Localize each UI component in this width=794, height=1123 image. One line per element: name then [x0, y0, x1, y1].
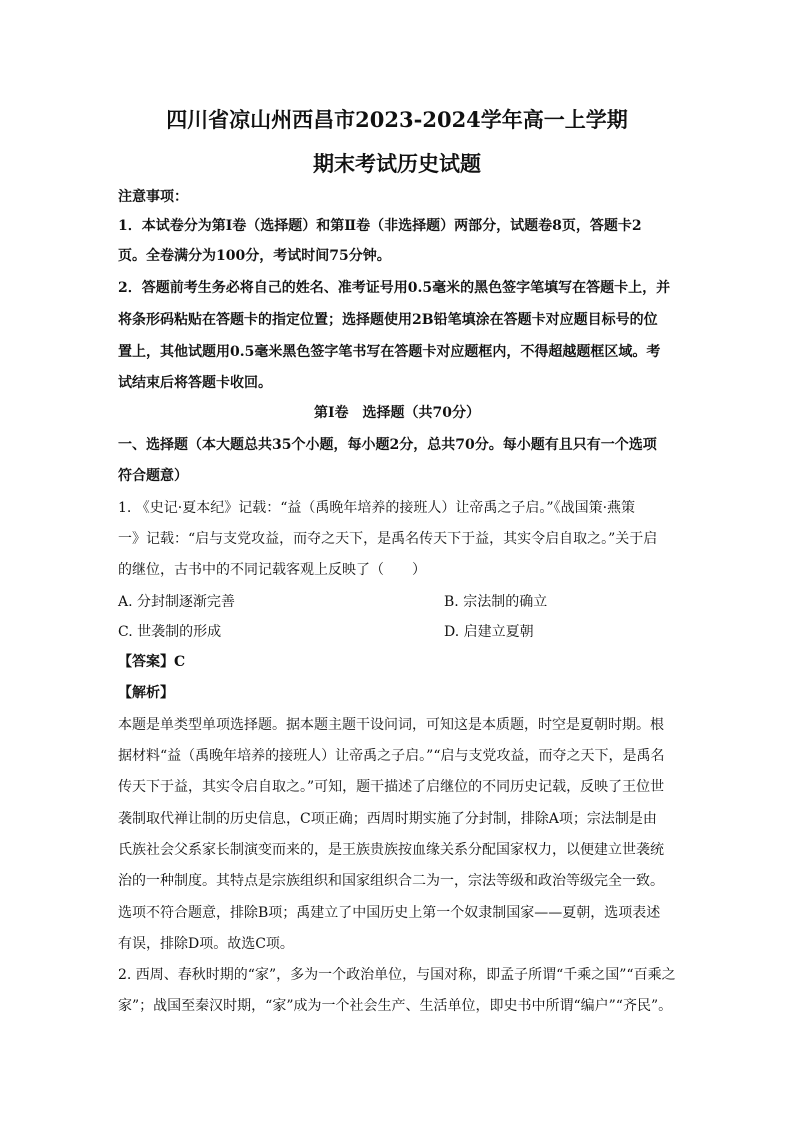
q1-option-b: B. 宗法制的确立: [444, 594, 548, 610]
q1-option-a: A. 分封制逐渐完善: [118, 594, 236, 610]
q1-analysis-line: 氏族社会父系家长制演变而来的，是王族贵族按血缘关系分配国家权力，以便建立世袭统: [118, 842, 664, 858]
q1-analysis-line: 传天下于益，其实令启自取之。”可知，题干描述了启继位的不同历史记载，反映了王位世: [118, 779, 665, 795]
q1-option-d: D. 启建立夏朝: [444, 624, 534, 640]
section-instruction: 符合题意）: [118, 468, 188, 484]
q2-stem-line: 家”；战国至秦汉时期，“家”成为一个社会生产、生活单位，即史书中所谓“编户”“齐民”。: [118, 998, 673, 1014]
notes-line: 将条形码粘贴在答题卡的指定位置；选择题使用2B铅笔填涂在答题卡对应题目标号的位: [118, 312, 658, 328]
q1-analysis-line: 有误，排除D项。故选C项。: [118, 936, 294, 952]
q1-answer: 【答案】C: [118, 654, 186, 670]
q1-analysis-line: 本题是单类型单项选择题。据本题主题干设问词，可知这是本质题，时空是夏朝时期。根: [118, 717, 664, 733]
section-instruction: 一、选择题（本大题总共35个小题，每小题2分，总共70分。每小题有且只有一个选项: [118, 437, 657, 453]
q1-option-c: C. 世袭制的形成: [118, 624, 222, 640]
notes-line: 1．本试卷分为第Ⅰ卷（选择题）和第Ⅱ卷（非选择题）两部分，试题卷8页，答题卡2: [118, 218, 642, 234]
exam-title-line1: 四川省凉山州西昌市2023-2024学年高一上学期: [166, 107, 628, 132]
q1-stem-line: 的继位，古书中的不同记载客观上反映了（ ）: [118, 562, 426, 578]
q1-analysis-line: 据材料“益（禹晚年培养的接班人）让帝禹之子启。”“启与支党攻益，而夺之天下，是禹名: [118, 748, 665, 764]
section-title: 第Ⅰ卷 选择题（共70分）: [313, 405, 481, 421]
notes-line: 页。全卷满分为100分，考试时间75分钟。: [118, 248, 391, 264]
q1-analysis-line: 治的一种制度。其特点是宗族组织和国家组织合二为一，宗法等级和政治等级完全一致。: [118, 873, 664, 889]
notes-heading: 注意事项：: [118, 189, 188, 205]
q1-stem-line: 一》记载：“启与支党攻益，而夺之天下，是禹名传天下于益，其实令启自取之。”关于启: [118, 531, 658, 547]
q1-analysis-line: 选项不符合题意，排除B项；禹建立了中国历史上第一个奴隶制国家——夏朝，选项表述: [118, 905, 661, 921]
q1-stem-line: 1. 《史记·夏本纪》记载：“益（禹晚年培养的接班人）让帝禹之子启。”《战国策·燕策: [118, 500, 636, 516]
q1-analysis-line: 袭制取代禅让制的历史信息，C项正确；西周时期实施了分封制，排除A项；宗法制是由: [118, 811, 657, 827]
notes-line: 置上，其他试题用0.5毫米黑色签字笔书写在答题卡对应题框内，不得超越题框区域。考: [118, 344, 661, 360]
q1-analysis-label: 【解析】: [118, 685, 174, 701]
exam-title-line2: 期末考试历史试题: [313, 151, 481, 176]
notes-line: 试结束后将答题卡收回。: [118, 375, 272, 391]
notes-line: 2．答题前考生务必将自己的姓名、准考证号用0.5毫米的黑色签字笔填写在答题卡上，并: [118, 280, 671, 296]
q2-stem-line: 2. 西周、春秋时期的“家”，多为一个政治单位，与国对称，即孟子所谓“千乘之国”“百乘之: [118, 967, 676, 983]
